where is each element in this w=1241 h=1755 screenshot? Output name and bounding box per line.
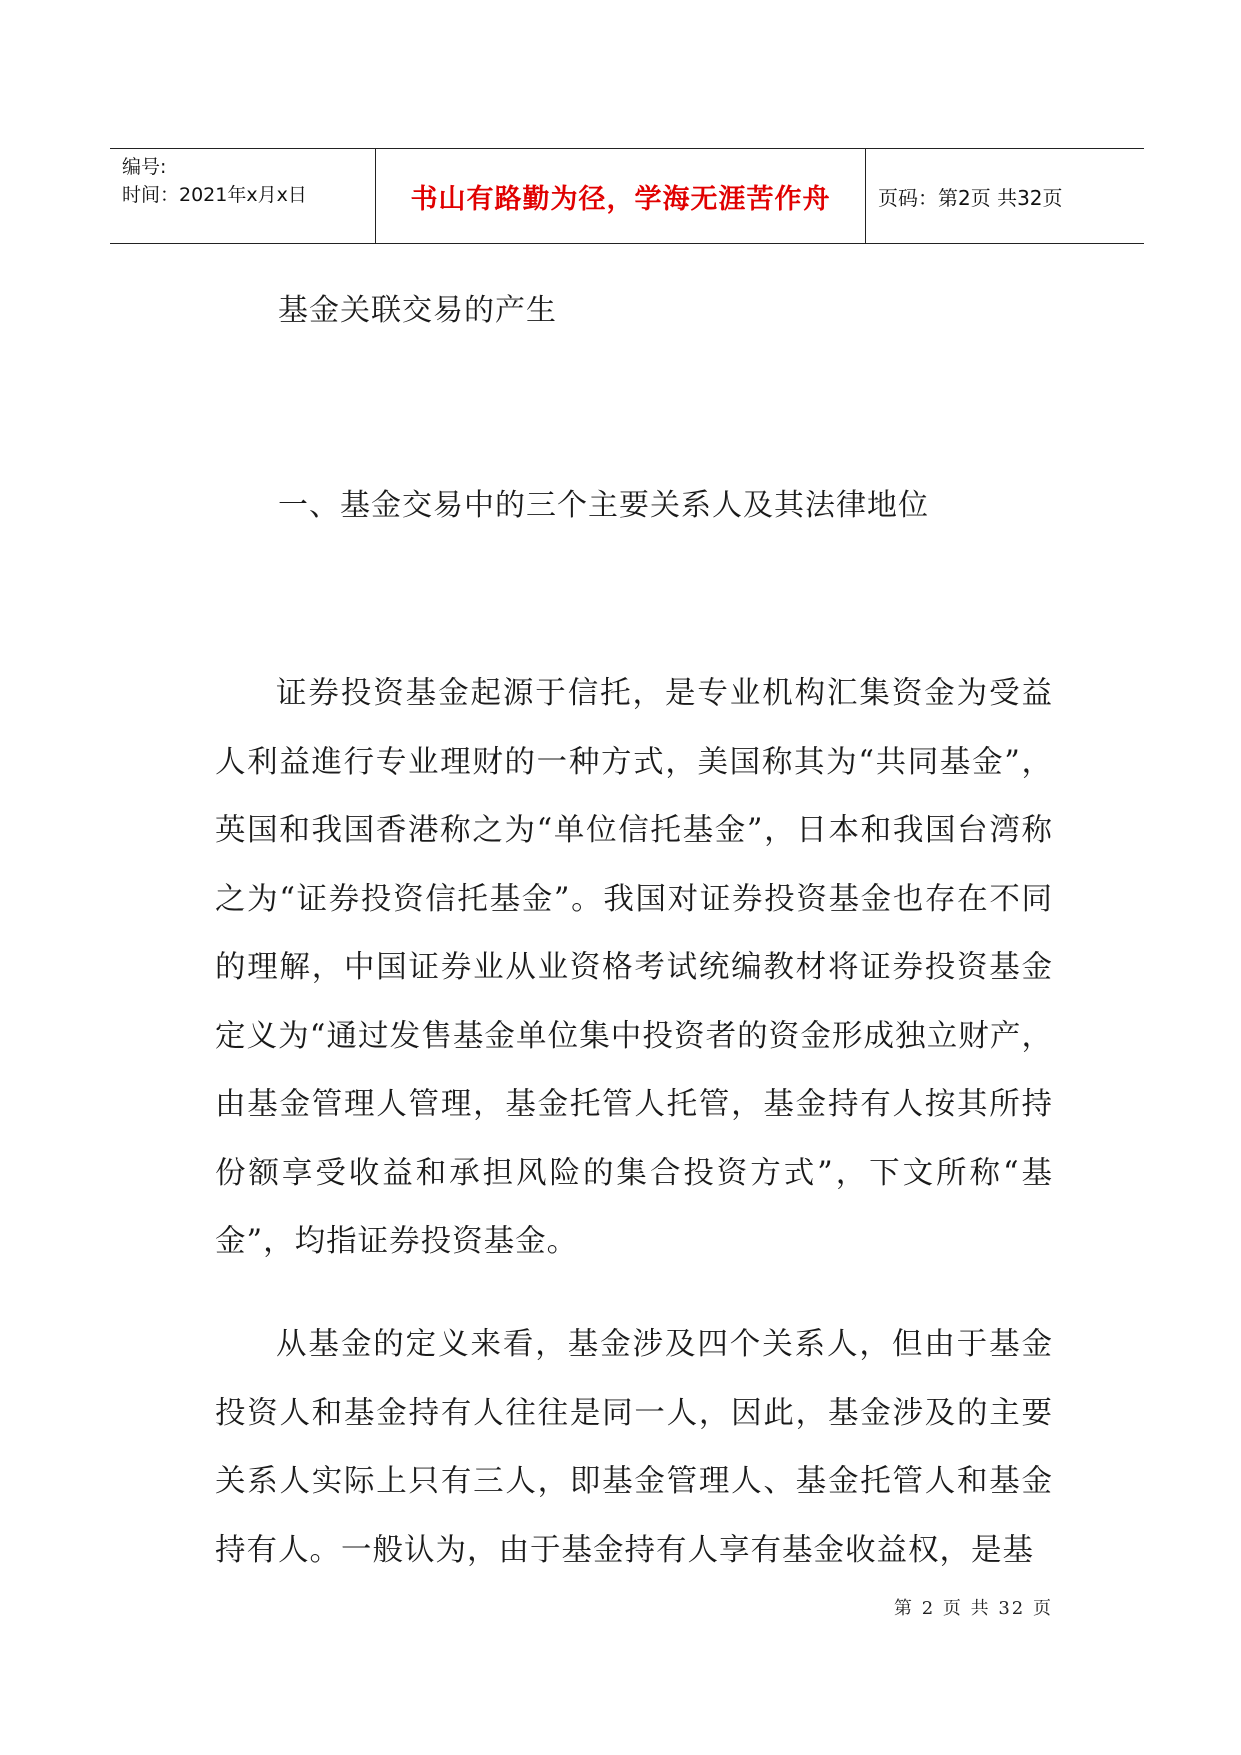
section-heading: 一、基金交易中的三个主要关系人及其法律地位 xyxy=(278,488,929,523)
body-paragraph: 证券投资基金起源于信托，是专业机构汇集资金为受益人利益進行专业理财的一种方式，美国称其为“共同基金”，英国和我国香港称之为“单位信托基金”，日本和我国台湾称之为“证券投资信托基金”。我国对证券投资基金也存在不同的理解，中国证券业从业资格考试统编教材将证券投资基金定义为“通过发售基金单位集中投资者的资金形成独立财产，由基金管理人管理，基金托管人托管，基金持有人按其所持份额享受收益和承担风险的集合投资方式”，下文所称“基金”，均指证券投资基金。 xyxy=(215,676,1053,1259)
body-paragraph: 从基金的定义来看，基金涉及四个关系人，但由于基金投资人和基金持有人往往是同一人，因此，基金涉及的主要关系人实际上只有三人，即基金管理人、基金托管人和基金持有人。一般认为，由于基金持有人享有基金收益权，是基 xyxy=(215,1327,1053,1568)
header-motto-cell xyxy=(376,149,866,243)
header-page-cell xyxy=(866,149,1144,243)
page-footer: 第 2 页 共 32 页 xyxy=(894,1598,1053,1619)
document-title: 基金关联交易的产生 xyxy=(278,293,557,328)
motto-text: 书山有路勤为径，学海无涯苦作舟 xyxy=(410,183,831,215)
document-header xyxy=(110,148,1144,244)
header-meta-cell xyxy=(110,149,376,243)
header-page-info: 页码：第2页 共32页 xyxy=(878,185,1063,210)
number-label: 编号: xyxy=(122,156,167,178)
time-label: 时间：2021年x月x日 xyxy=(122,184,307,206)
